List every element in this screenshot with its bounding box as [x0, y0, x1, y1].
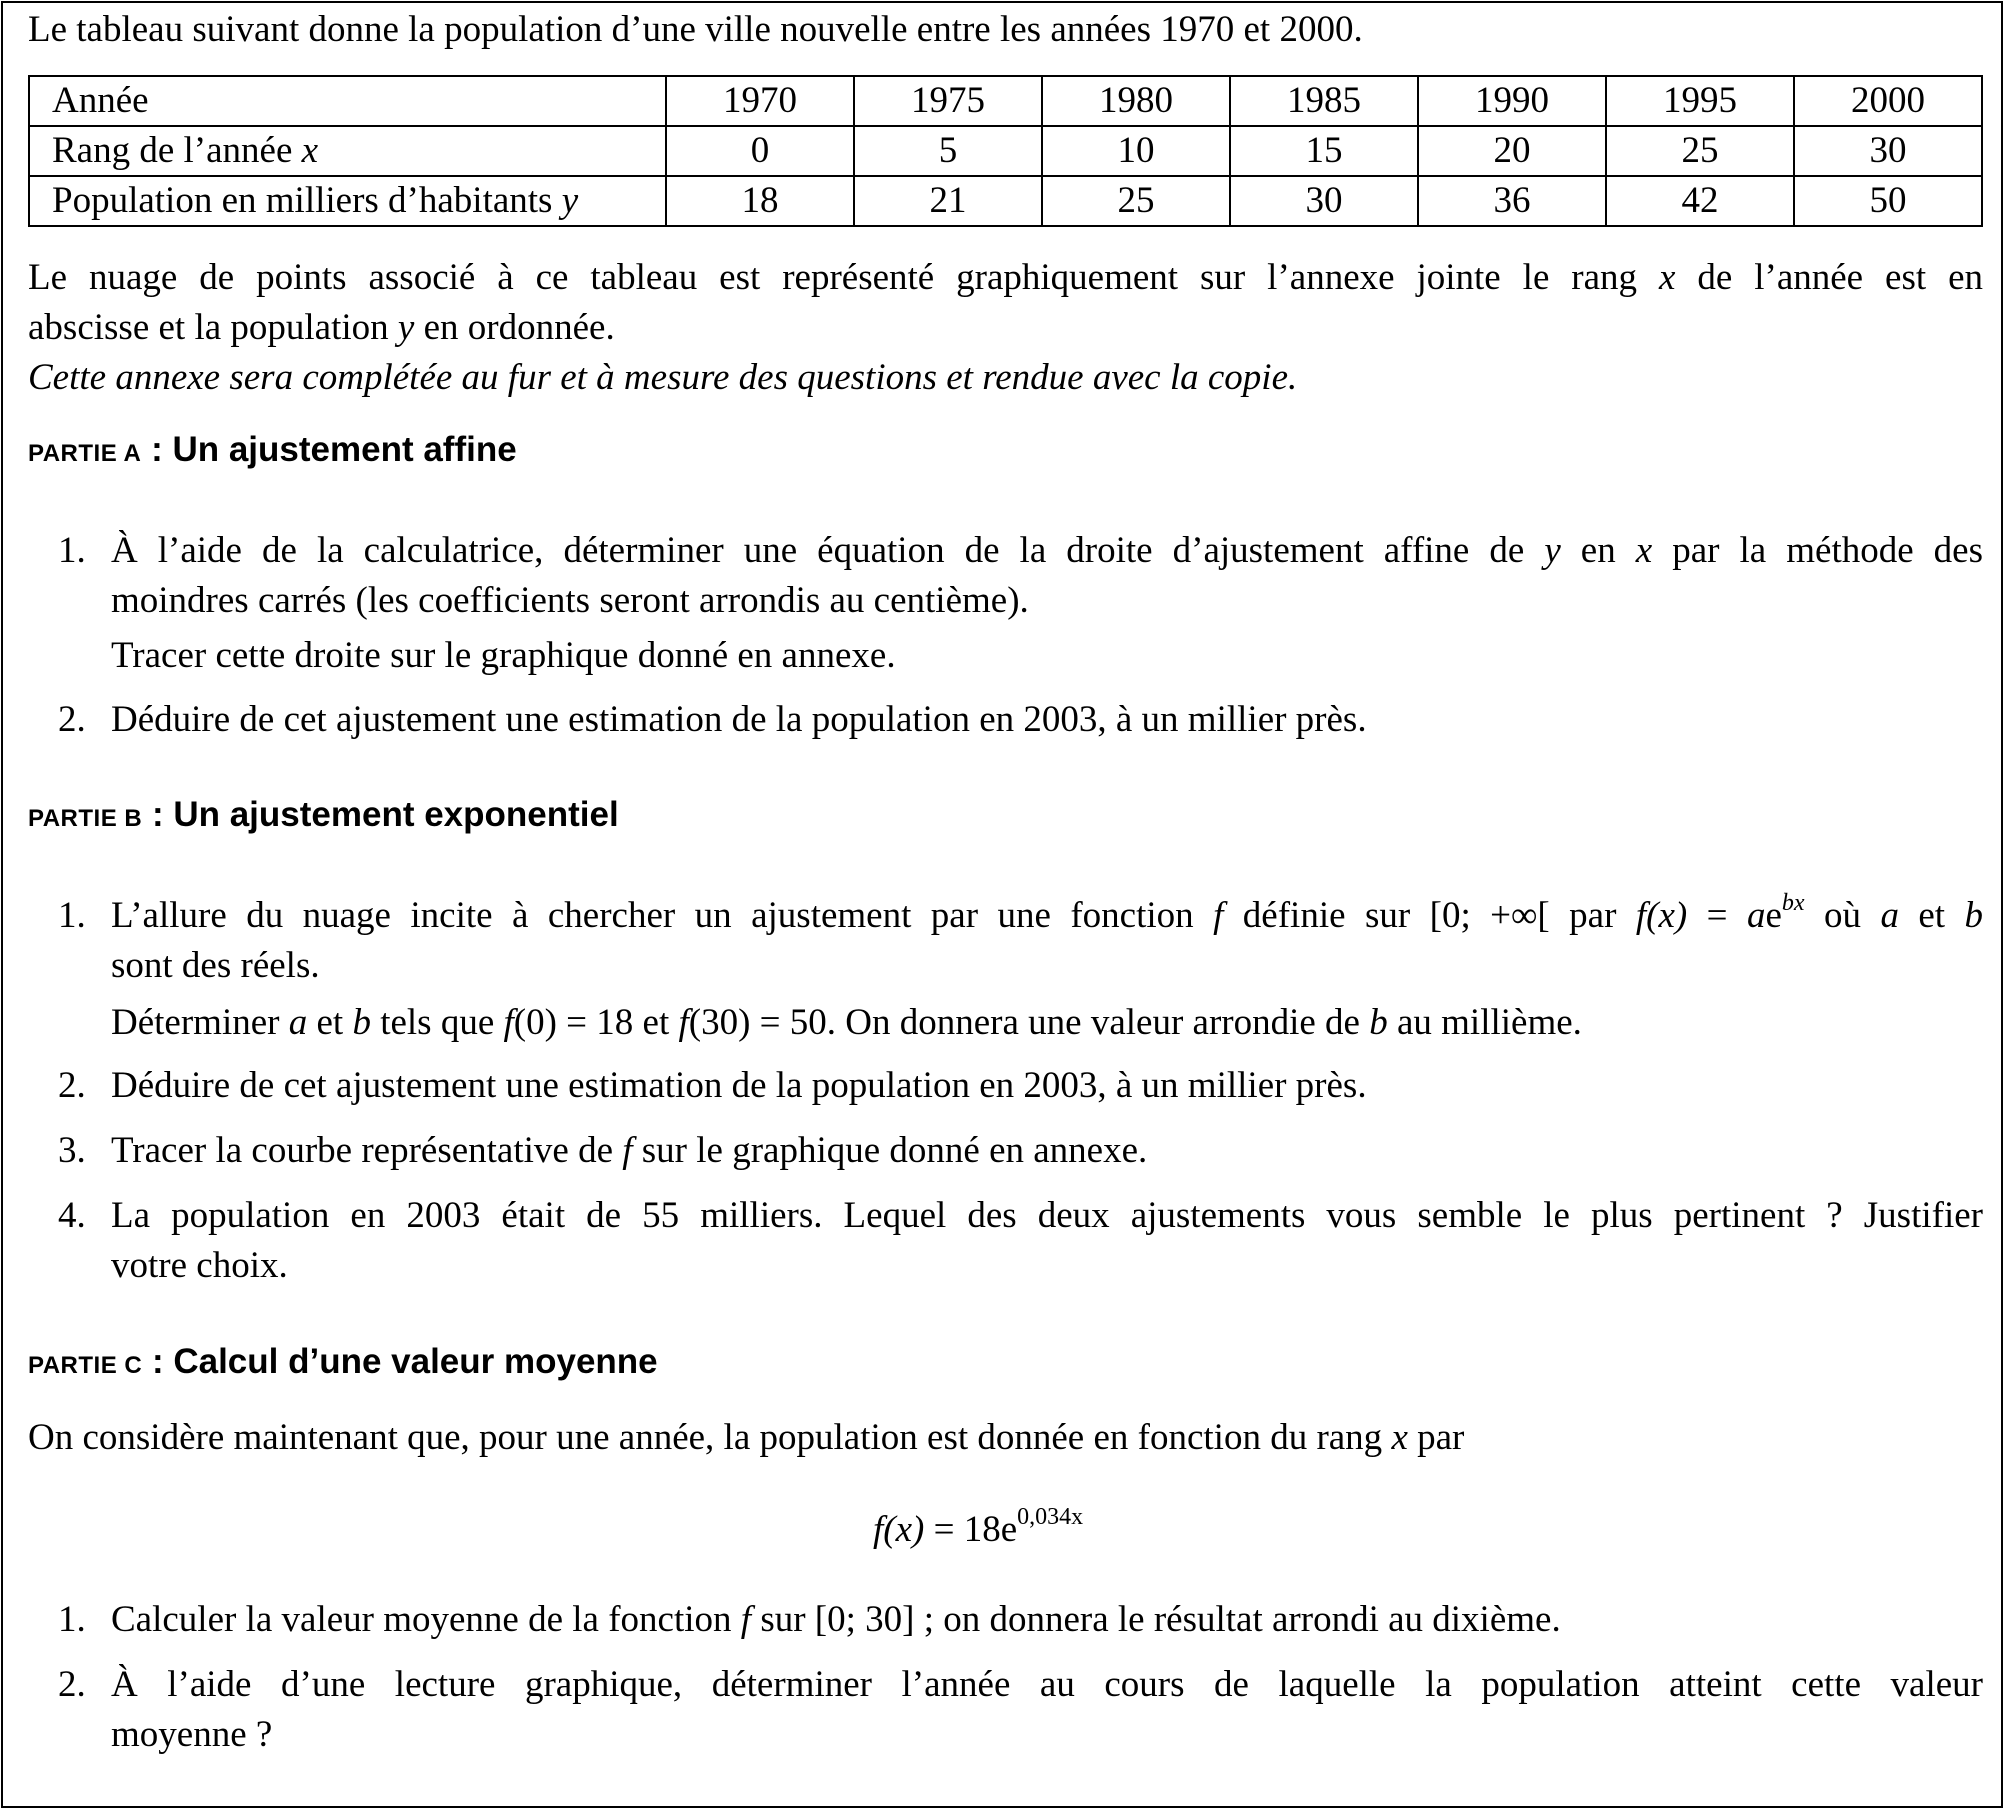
partC-q2-line1: À l’aide d’une lecture graphique, déterminer l’année au cours de laquelle la population atteint cette valeur	[111, 1664, 1983, 1705]
partB-q4-number: 4.	[58, 1195, 86, 1236]
partA-heading: PARTIE A : Un ajustement affine	[28, 430, 517, 469]
para1-line1: Le nuage de points associé à ce tableau est représenté graphiquement sur l’annexe jointe le rang x de l’année est en	[28, 257, 1983, 298]
table-cell: 1985	[1230, 76, 1418, 126]
partB-q1-number: 1.	[58, 895, 86, 936]
partA-q2-number: 2.	[58, 699, 86, 740]
partB-q3-line1: Tracer la courbe représentative de f sur le graphique donné en annexe.	[111, 1130, 1148, 1171]
data-table	[28, 75, 1983, 227]
partB-q2-line1: Déduire de cet ajustement une estimation de la population en 2003, à un millier près.	[111, 1065, 1367, 1106]
intro-text: Le tableau suivant donne la population d’une ville nouvelle entre les années 1970 et 2000.	[28, 9, 1363, 50]
partA-q2-line1: Déduire de cet ajustement une estimation de la population en 2003, à un millier près.	[111, 699, 1367, 740]
partA-q1-number: 1.	[58, 530, 86, 571]
partB-q1-line3: Déterminer a et b tels que f(0) = 18 et f(30) = 50. On donnera une valeur arrondie de b au millième.	[111, 1002, 1582, 1043]
partB-heading: PARTIE B : Un ajustement exponentiel	[28, 795, 619, 834]
row-header: Rang de l’année x	[29, 126, 666, 176]
partA-q1-line2: moindres carrés (les coefficients seront arrondis au centième).	[111, 580, 1029, 621]
table-row	[29, 126, 1982, 176]
table-cell: 50	[1794, 176, 1982, 226]
table-cell: 42	[1606, 176, 1794, 226]
table-cell: 20	[1418, 126, 1606, 176]
table-cell: 10	[1042, 126, 1230, 176]
partB-q1-line2: sont des réels.	[111, 945, 320, 986]
partB-q1-line1: L’allure du nuage incite à chercher un ajustement par une fonction f définie sur [0; +∞[ par $f(x) = ae^{bx}$ où a et b	[111, 889, 1984, 936]
partA-q1-line3: Tracer cette droite sur le graphique donné en annexe.	[111, 635, 896, 676]
table-cell: 30	[1794, 126, 1982, 176]
table-row	[29, 176, 1982, 226]
row-header: Année	[29, 76, 666, 126]
partB-q4-line2: votre choix.	[111, 1245, 288, 1286]
table-cell: 0	[666, 126, 854, 176]
partC-q1-number: 1.	[58, 1599, 86, 1640]
table-row	[29, 76, 1982, 126]
partC-intro: On considère maintenant que, pour une année, la population est donnée en fonction du rang x par	[28, 1417, 1465, 1458]
partC-formula: $f(x) = 18e^{0,034x}$	[873, 1503, 1084, 1550]
table-cell: 18	[666, 176, 854, 226]
para1-line3: Cette annexe sera complétée au fur et à mesure des questions et rendue avec la copie.	[28, 357, 1298, 398]
para1-line2: abscisse et la population y en ordonnée.	[28, 307, 615, 348]
table-cell: 15	[1230, 126, 1418, 176]
partB-q2-number: 2.	[58, 1065, 86, 1106]
table-cell: 25	[1606, 126, 1794, 176]
partC-q2-line2: moyenne ?	[111, 1714, 273, 1755]
partB-q4-line1: La population en 2003 était de 55 milliers. Lequel des deux ajustements vous semble le plus pertinent ? Justifier	[111, 1195, 1983, 1236]
partC-q2-number: 2.	[58, 1664, 86, 1705]
partC-q1-line1: Calculer la valeur moyenne de la fonction f sur [0; 30] ; on donnera le résultat arrondi au dixième.	[111, 1599, 1561, 1640]
table-cell: 25	[1042, 176, 1230, 226]
table-cell: 36	[1418, 176, 1606, 226]
table-cell: 21	[854, 176, 1042, 226]
table-cell: 1970	[666, 76, 854, 126]
table-cell: 2000	[1794, 76, 1982, 126]
table-cell: 1980	[1042, 76, 1230, 126]
table-cell: 5	[854, 126, 1042, 176]
table-cell: 30	[1230, 176, 1418, 226]
table-cell: 1995	[1606, 76, 1794, 126]
exercise-page	[1, 1, 2003, 1808]
row-header: Population en milliers d’habitants y	[29, 176, 666, 226]
partA-q1-line1: À l’aide de la calculatrice, déterminer une équation de la droite d’ajustement affine de y en x par la méthode des	[111, 530, 1983, 571]
partB-q3-number: 3.	[58, 1130, 86, 1171]
partC-heading: PARTIE C : Calcul d’une valeur moyenne	[28, 1342, 658, 1381]
table-cell: 1975	[854, 76, 1042, 126]
table-cell: 1990	[1418, 76, 1606, 126]
